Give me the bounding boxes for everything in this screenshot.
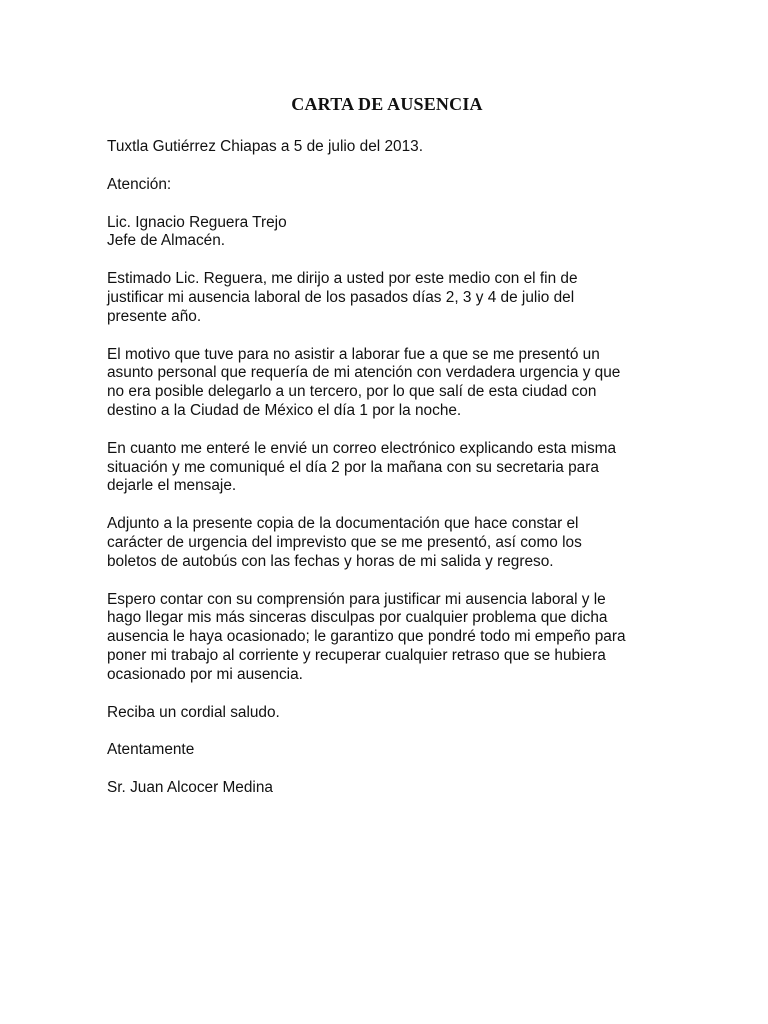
paragraph-line: Estimado Lic. Reguera, me dirijo a usted por este medio con el fin de (107, 270, 578, 288)
paragraph-line: dejarle el mensaje. (107, 477, 237, 495)
date-line: Tuxtla Gutiérrez Chiapas a 5 de julio del 2013. (107, 138, 423, 155)
paragraph-line: El motivo que tuve para no asistir a laborar fue a que se me presentó un (107, 345, 600, 363)
paragraph-4 (107, 515, 667, 571)
recipient-block (107, 214, 667, 252)
paragraph-2 (107, 346, 667, 421)
paragraph-line: hago llegar mis más sinceras disculpas por cualquier problema que dicha (107, 609, 608, 627)
paragraph-line: no era posible delegarlo a un tercero, por lo que salí de esta ciudad con (107, 383, 597, 401)
paragraph-1 (107, 270, 667, 326)
attention-line: Atención: (107, 175, 172, 193)
paragraph-line: destino a la Ciudad de México el día 1 por la noche. (107, 401, 462, 419)
paragraph-line: boletos de autobús con las fechas y horas de mi salida y regreso. (107, 552, 554, 570)
closing-line: Atentamente (107, 741, 195, 759)
paragraph-5 (107, 591, 667, 685)
recipient-name: Lic. Ignacio Reguera Trejo (107, 213, 287, 231)
paragraph-line: asunto personal que requería de mi atención con verdadera urgencia y que (107, 364, 621, 382)
paragraph-line: Adjunto a la presente copia de la documentación que hace constar el (107, 515, 579, 533)
signature-line: Sr. Juan Alcocer Medina (107, 779, 273, 797)
paragraph-line: En cuanto me enteré le envié un correo electrónico explicando esta misma (107, 439, 617, 457)
paragraph-line: justificar mi ausencia laboral de los pasados días 2, 3 y 4 de julio del (107, 288, 575, 306)
letter-body (107, 92, 667, 817)
paragraph-line: ausencia le haya ocasionado; le garantizo que pondré todo mi empeño para (107, 628, 626, 646)
paragraph-line: ocasionado por mi ausencia. (107, 665, 303, 683)
paragraph-line: situación y me comuniqué el día 2 por la mañana con su secretaria para (107, 458, 599, 476)
paragraph-line: poner mi trabajo al corriente y recuperar cualquier retraso que se hubiera (107, 646, 606, 664)
recipient-position: Jefe de Almacén. (107, 232, 226, 250)
greeting-line: Reciba un cordial saludo. (107, 703, 280, 721)
paragraph-3 (107, 440, 667, 496)
page-title: CARTA DE AUSENCIA (291, 94, 483, 114)
paragraph-line: Espero contar con su comprensión para justificar mi ausencia laboral y le (107, 590, 606, 608)
paragraph-line: carácter de urgencia del imprevisto que se me presentó, así como los (107, 533, 582, 551)
paragraph-line: presente año. (107, 307, 202, 325)
